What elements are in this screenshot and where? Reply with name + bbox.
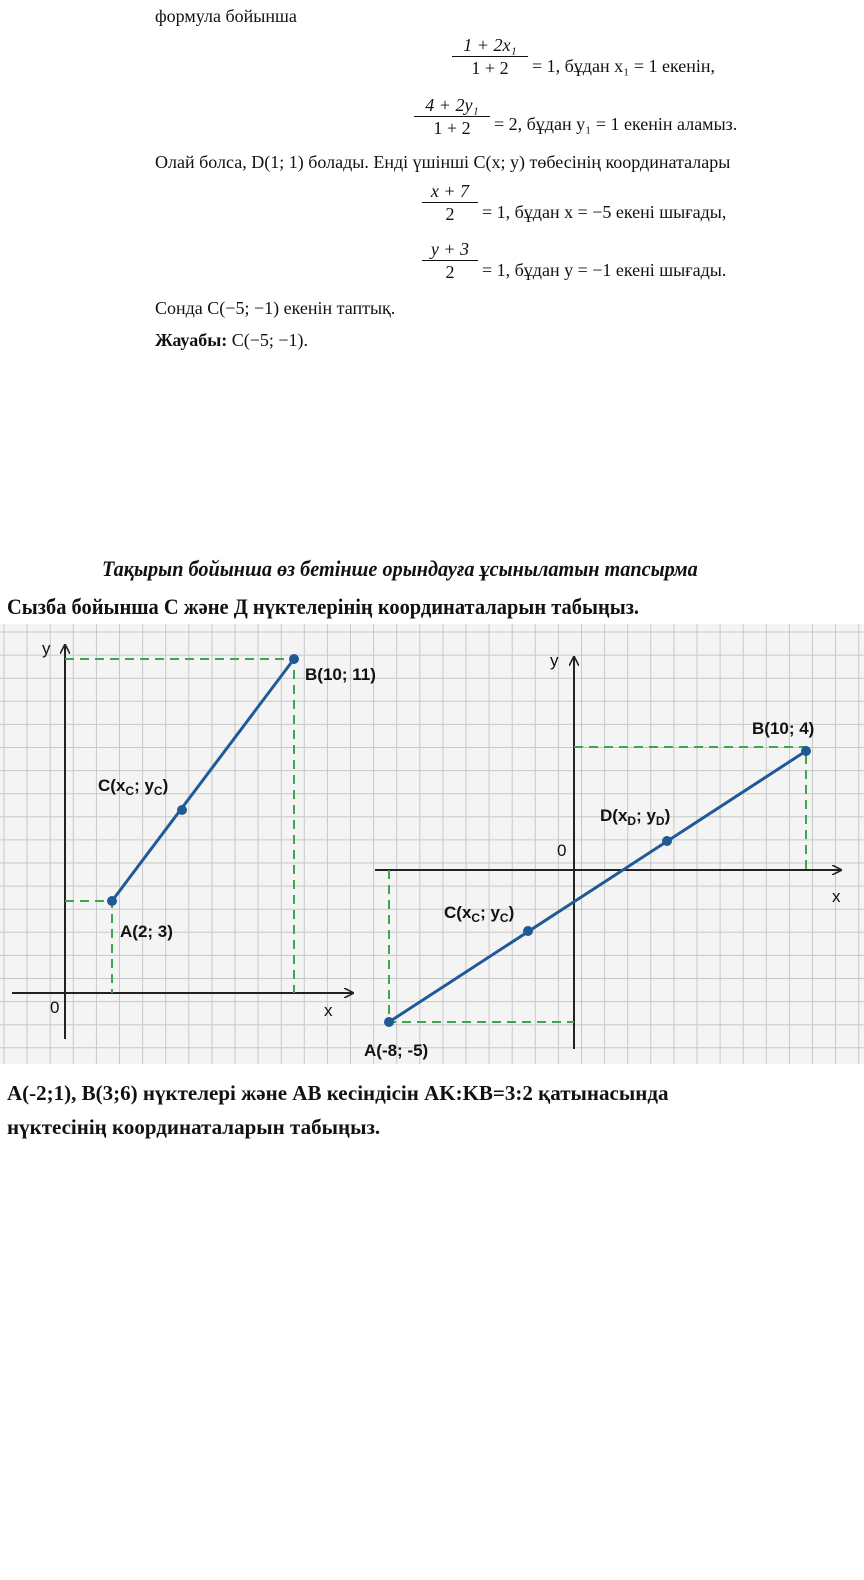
right-point-c (523, 926, 533, 936)
task-2-line-2: нүктесінің координаталарын табыңыз. (7, 1115, 381, 1139)
answer-label: Жауабы: (155, 330, 228, 350)
answer-value: C(−5; −1). (227, 330, 309, 350)
right-label-c: $C(x_C$; $y_C$) (444, 903, 515, 925)
equation-4-numerator: y + 3 (422, 238, 478, 261)
equation-1-numerator: 1 + 2x₁ (452, 34, 528, 57)
right-x-axis-label: x (832, 887, 841, 906)
solution-intro: формула бойынша (155, 6, 297, 26)
right-label-b: B(10; 4) (752, 719, 815, 738)
equation-3-denominator: 2 (445, 204, 455, 224)
left-label-c: $C(x_C$; $y_C$) (98, 776, 169, 798)
equation-2-numerator: 4 + 2y₁ (414, 94, 490, 117)
right-origin-label: 0 (557, 841, 567, 860)
task-2-line-1: A(-2;1), B(3;6) нүктелері және AB кесіндісін AK:KB=3:2 қатынасында (7, 1081, 669, 1105)
equation-2-denominator: 1 + 2 (433, 118, 471, 138)
solution-point-d-line: Олай болса, D(1; 1) болады. Енді үшінші C(x; y) төбесінің координаталары (155, 152, 731, 172)
solution-found-line: Сонда C(−5; −1) екенін таптық. (155, 298, 396, 318)
equation-4-fraction (422, 238, 478, 283)
left-label-b: B(10; 11) (305, 665, 376, 684)
equation-3-fraction (422, 180, 478, 225)
section-title: Тақырып бойынша өз бетінше орындауға ұсынылатын тапсырма (102, 556, 698, 581)
left-point-b (289, 654, 299, 664)
equation-1-result: = 1, бұдан x₁ = 1 екенін, (532, 56, 716, 76)
right-y-axis-label: y (550, 651, 559, 670)
equation-1-fraction (452, 34, 528, 79)
right-label-a: A(-8; -5) (364, 1041, 429, 1060)
right-point-a (384, 1017, 394, 1027)
left-y-axis-label: y (42, 639, 51, 658)
left-point-a (107, 896, 117, 906)
equation-2-fraction (414, 94, 490, 139)
equation-3-result: = 1, бұдан x = −5 екені шығады, (482, 202, 727, 222)
equation-2-result: = 2, бұдан y₁ = 1 екенін аламыз. (494, 114, 738, 134)
solution-answer (155, 330, 308, 351)
right-point-d (662, 836, 672, 846)
right-label-d: $D(x_D$; $y_D$) (600, 806, 671, 828)
equation-3-numerator: x + 7 (422, 180, 478, 203)
left-origin-label: 0 (50, 998, 60, 1017)
equation-4-result: = 1, бұдан y = −1 екені шығады. (482, 260, 727, 280)
left-label-a: A(2; 3) (120, 922, 173, 941)
left-x-axis-label: x (324, 1001, 333, 1020)
equation-1-denominator: 1 + 2 (471, 58, 509, 78)
left-point-c (177, 805, 187, 815)
task-1-text: Сызба бойынша С және Д нүктелерінің координаталарын табыңыз. (7, 594, 640, 619)
right-point-b (801, 746, 811, 756)
coordinate-figure (0, 624, 864, 1064)
equation-4-denominator: 2 (445, 262, 455, 282)
figure-background (0, 624, 864, 1064)
